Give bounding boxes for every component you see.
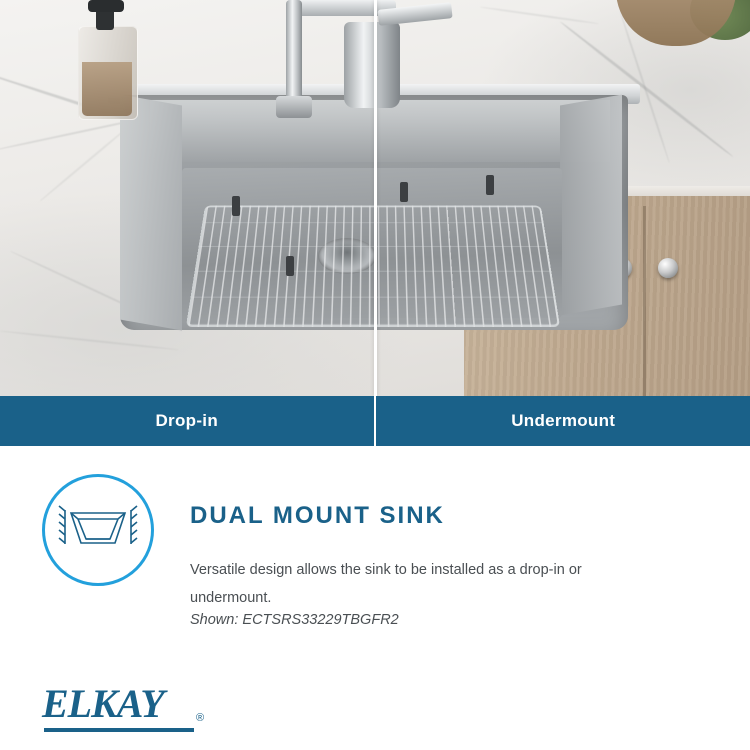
feature-description: Versatile design allows the sink to be installed as a drop-in or undermount. — [190, 562, 582, 606]
label-undermount: Undermount — [511, 411, 616, 430]
feature-badge — [42, 474, 154, 586]
grid-foot — [232, 196, 240, 216]
comparison-label-bar — [0, 396, 750, 446]
elkay-logo: ELKAY — [42, 681, 164, 726]
comparison-split-line — [374, 0, 377, 396]
label-drop-in: Drop-in — [155, 411, 219, 430]
grid-foot — [400, 182, 408, 202]
feature-title: DUAL MOUNT SINK — [190, 502, 445, 529]
model-number-caption: Shown: ECTSRS33229TBGFR2 — [190, 612, 399, 628]
logo-underline — [44, 728, 194, 732]
bottom-grid — [186, 206, 560, 327]
grid-foot — [286, 256, 294, 276]
sink-mount-icon — [45, 477, 151, 583]
cabinet-door-seam — [643, 206, 646, 396]
sink-left-wall — [120, 95, 182, 331]
grid-foot — [486, 175, 494, 195]
sink-back-wall — [150, 100, 610, 162]
registered-trademark-mark: ® — [196, 712, 205, 724]
soap-dispenser-pump — [88, 0, 124, 12]
info-section — [0, 446, 750, 666]
faucet-sprayer-head — [276, 96, 312, 118]
cabinet-knob — [658, 258, 678, 278]
faucet-handle-body — [344, 22, 400, 108]
sink-right-wall — [560, 95, 622, 316]
soap-liquid — [82, 62, 132, 116]
footer — [0, 666, 750, 750]
